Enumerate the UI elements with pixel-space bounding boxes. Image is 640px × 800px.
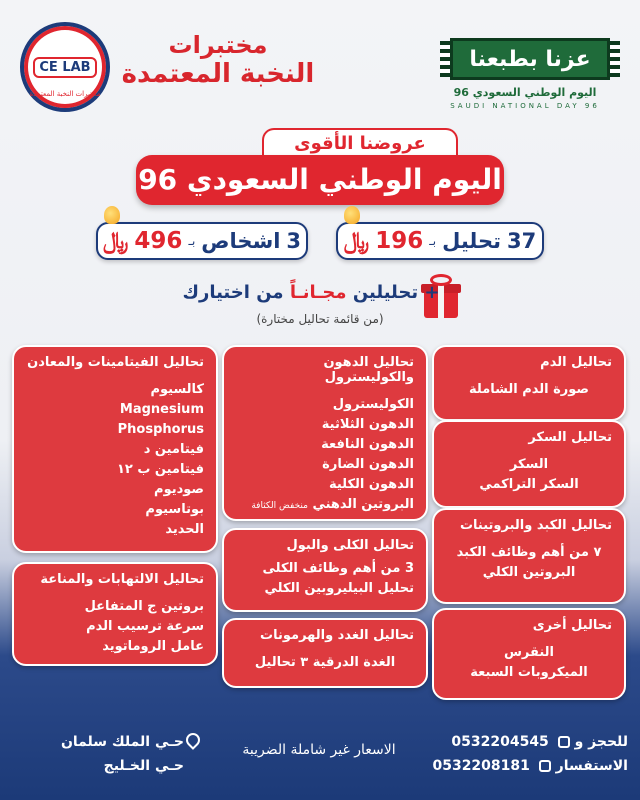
national-day-logo: [432, 38, 610, 118]
card-item: الدهون الكلية: [328, 477, 414, 492]
phone-icon: [539, 760, 551, 772]
card-item: الدهون الضارة: [322, 457, 414, 472]
card-item: الميكروبات السبعة: [470, 665, 588, 680]
card-other-tests: [432, 608, 626, 700]
lightbulb-icon: [344, 206, 360, 224]
card-item: الحديد: [165, 522, 204, 537]
card-title: تحاليل الكلى والبول: [286, 538, 414, 553]
price-value: 196: [375, 228, 424, 254]
card-title: تحاليل الكبد والبروتينات: [459, 518, 612, 533]
card-title: تحاليل الفيتامينات والمعادن: [27, 355, 204, 370]
card-item: Phosphorus: [117, 422, 204, 437]
free-tests-subtitle: (من قائمة تحاليل مختارة): [256, 312, 384, 326]
card-inflammation-tests: [12, 562, 218, 666]
card-blood-tests: [432, 345, 626, 421]
lab-logo-ring-text: مختبرات النخبة المعتمدة: [29, 90, 101, 98]
card-thyroid-tests: [222, 618, 428, 688]
card-sugar-tests: [432, 420, 626, 508]
lab-name-line1: مختبرات: [168, 31, 268, 59]
card-item: صورة الدم الشاملة: [469, 382, 589, 397]
card-item: الدهون الثلاثية: [321, 417, 414, 432]
free-text-after: من اختيارك: [182, 282, 284, 303]
price-box-persons: [96, 222, 308, 260]
currency-icon: ﷼: [343, 228, 370, 254]
card-title: تحاليل الغدد والهرمونات: [260, 628, 414, 643]
national-day-subtitle: اليوم الوطني السعودي 96: [453, 86, 597, 99]
card-item: ٧ من أهم وظائف الكبد: [456, 545, 602, 560]
price-count: 3: [286, 229, 302, 253]
card-item: البروتين الكلي: [482, 565, 576, 580]
card-item: صوديوم: [154, 482, 204, 497]
price-prefix: بـ: [188, 234, 196, 248]
card-item: Magnesium: [119, 402, 204, 417]
lightbulb-icon: [104, 206, 120, 224]
national-day-logo-text: عزنا بطبعنا: [450, 38, 610, 80]
booking-label: للحجز و: [574, 734, 628, 750]
card-item: سرعة ترسيب الدم: [86, 619, 204, 634]
offer-main-title: اليوم الوطني السعودي 96: [136, 155, 504, 205]
card-lipid-tests: [222, 345, 428, 521]
price-count: 37: [507, 229, 537, 253]
card-liver-tests: [432, 508, 626, 604]
card-item-small: منخفض الكثافة: [251, 501, 308, 511]
card-item: كالسيوم: [150, 382, 204, 397]
card-item: الغدة الدرقية ٣ تحاليل: [254, 655, 396, 670]
tax-note: الاسعار غير شاملة الضريبة: [242, 742, 396, 758]
location-2: حـي الخـليج: [103, 758, 184, 774]
lab-logo-badge: CE LAB: [33, 57, 96, 78]
card-item: السكر: [509, 457, 549, 472]
price-prefix: بـ: [429, 234, 437, 248]
card-item: النقرس: [503, 645, 555, 660]
card-kidney-tests: [222, 528, 428, 612]
lab-name: [118, 32, 318, 89]
card-title: تحاليل أخرى: [532, 618, 612, 633]
price-box-tests: [336, 222, 544, 260]
inquiry-label: الاستفسار: [555, 758, 628, 774]
card-item-main: البروتين الدهني: [312, 497, 414, 512]
price-value: 496: [134, 228, 183, 254]
card-item: فيتامين د: [143, 442, 204, 457]
card-title: تحاليل السكر: [528, 430, 612, 445]
card-title: تحاليل الالتهابات والمناعة: [40, 572, 204, 587]
free-tests-line: [180, 282, 442, 303]
card-item: بوتاسيوم: [145, 502, 204, 517]
inquiry-phone[interactable]: 0532208181: [432, 758, 530, 774]
card-item: بروتين ج المتفاعل: [84, 599, 204, 614]
free-text-before: تحليلين: [352, 282, 419, 303]
booking-line: [432, 734, 628, 750]
card-item: الدهون النافعة: [321, 437, 414, 452]
national-day-english: SAUDI NATIONAL DAY 96: [450, 102, 600, 110]
phone-icon: [558, 736, 570, 748]
card-vitamin-tests: [12, 345, 218, 553]
card-item: عامل الروماتويد: [102, 639, 204, 654]
lab-logo: [20, 22, 110, 112]
free-highlight: مجـانـاً: [289, 282, 347, 303]
price-label: تحليل: [442, 229, 502, 253]
card-item: السكر التراكمي: [479, 477, 579, 492]
card-item: 3 من أهم وظائف الكلى: [262, 561, 414, 576]
free-plus: +: [424, 282, 440, 303]
card-item: [236, 495, 414, 516]
location-1: حـي الملك سلمان: [60, 734, 184, 750]
card-item: الكوليسترول: [332, 397, 414, 412]
booking-phone[interactable]: 0532204545: [451, 734, 549, 750]
card-item: تحليل البيليروبين الكلي: [264, 581, 414, 596]
location-pin-icon: [186, 733, 200, 751]
card-title: تحاليل الدم: [540, 355, 612, 370]
inquiry-line: [432, 758, 628, 774]
currency-icon: ﷼: [102, 228, 129, 254]
offer-tab-label: عروضنا الأقوى: [262, 128, 458, 158]
lab-name-line2: النخبة المعتمدة: [121, 58, 315, 89]
price-label: اشخاص: [201, 229, 281, 253]
card-item: فيتامين ب ١٢: [116, 462, 204, 477]
card-title: تحاليل الدهون والكوليسترول: [323, 355, 414, 385]
